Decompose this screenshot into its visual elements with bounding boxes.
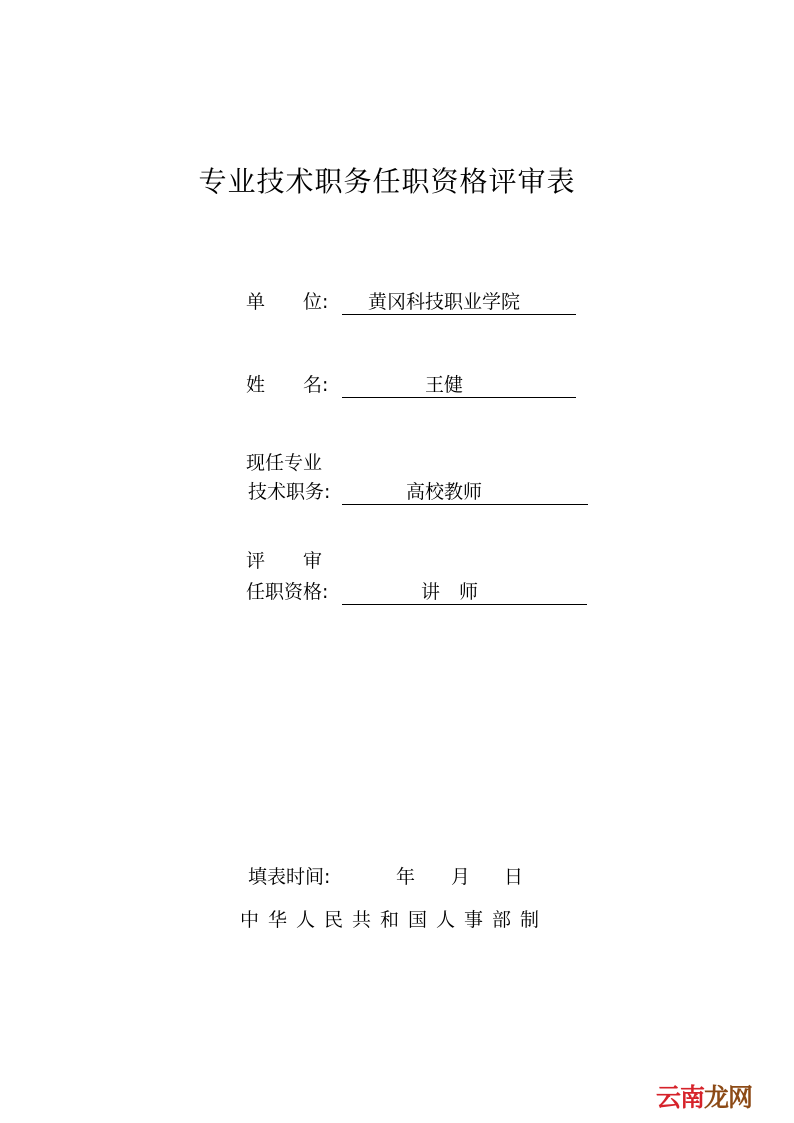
fill-date-row [246,864,536,890]
current-position-value: 高校教师 [342,479,588,505]
qualification-row [246,579,591,605]
site-watermark [656,1078,752,1114]
name-label: 姓 名: [246,374,329,396]
qualification-label-line1: 评 审 [246,550,323,572]
qualification-label-line2: 任职资格: [246,581,329,603]
unit-value: 黄冈科技职业学院 [342,289,576,315]
issuer-line: 中华人民共和国人事部制 [240,909,549,931]
fill-date-month: 月 [451,866,471,888]
qualification-value: 讲 师 [342,579,587,605]
unit-row [246,289,586,315]
name-value: 王健 [342,372,576,398]
document-title: 专业技术职务任职资格评审表 [198,165,576,198]
current-position-label-line2: 技术职务: [248,481,331,503]
unit-label: 单 位: [246,291,329,313]
fill-date-year: 年 [396,866,416,888]
name-row [246,372,586,398]
watermark-part1: 云南 [656,1083,705,1112]
current-position-row [246,479,591,505]
current-position-label-line1: 现任专业 [246,452,323,474]
fill-date-day: 日 [504,866,524,888]
watermark-part2: 龙网 [704,1083,753,1112]
fill-date-label: 填表时间: [248,866,331,888]
